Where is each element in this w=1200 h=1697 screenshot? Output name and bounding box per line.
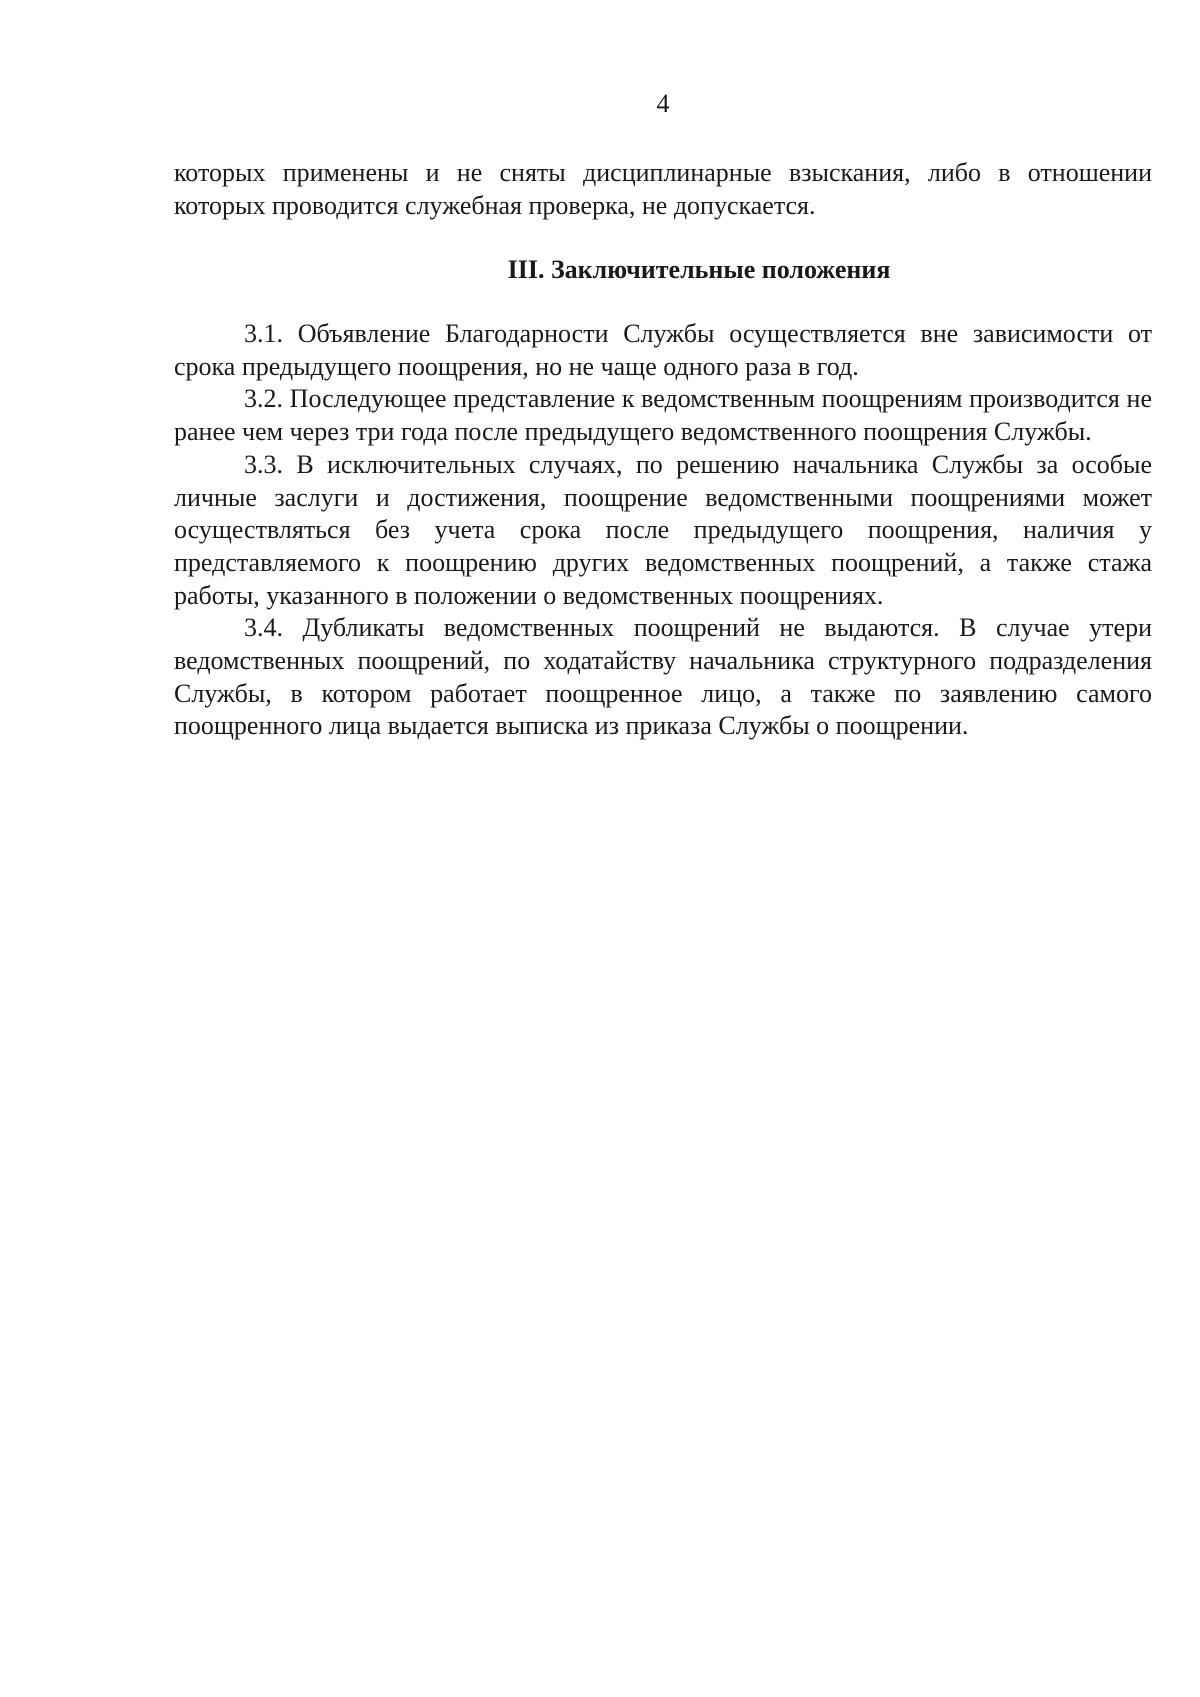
page-number: 4 <box>656 89 670 118</box>
continuation-text: которых применены и не сняты дисциплинарные взыскания, либо в отношении которых проводится служебная проверка, не допускается. <box>174 158 1152 220</box>
paragraph-3-2: 3.2. Последующее представление к ведомственным поощрениям производится не ранее чем через три года после предыдущего ведомственного поощрения Службы. <box>174 384 1152 447</box>
section-paragraphs <box>174 318 1152 743</box>
paragraph-3-4: 3.4. Дубликаты ведомственных поощрений не выдаются. В случае утери ведомственных поощрений, по ходатайству начальника структурного подразделения Службы, в котором работает поощренное лицо, а также по заявлению самого поощренного лица выдается выписка из приказа Службы о поощрении. <box>174 613 1152 741</box>
section-title: III. Заключительные положения <box>507 255 891 284</box>
continuation-paragraph <box>174 157 1152 222</box>
paragraph-3-1: 3.1. Объявление Благодарности Службы осуществляется вне зависимости от срока предыдущего поощрения, но не чаще одного раза в год. <box>174 319 1152 381</box>
paragraph-3-3: 3.3. В исключительных случаях, по решению начальника Службы за особые личные заслуги и достижения, поощрение ведомственными поощрениями может осуществляться без учета срока после предыдущего поощрения, наличия у представляемого к поощрению других ведомственных поощрений, а также стажа работы, указанного в положении о ведомственных поощрениях. <box>174 449 1152 610</box>
